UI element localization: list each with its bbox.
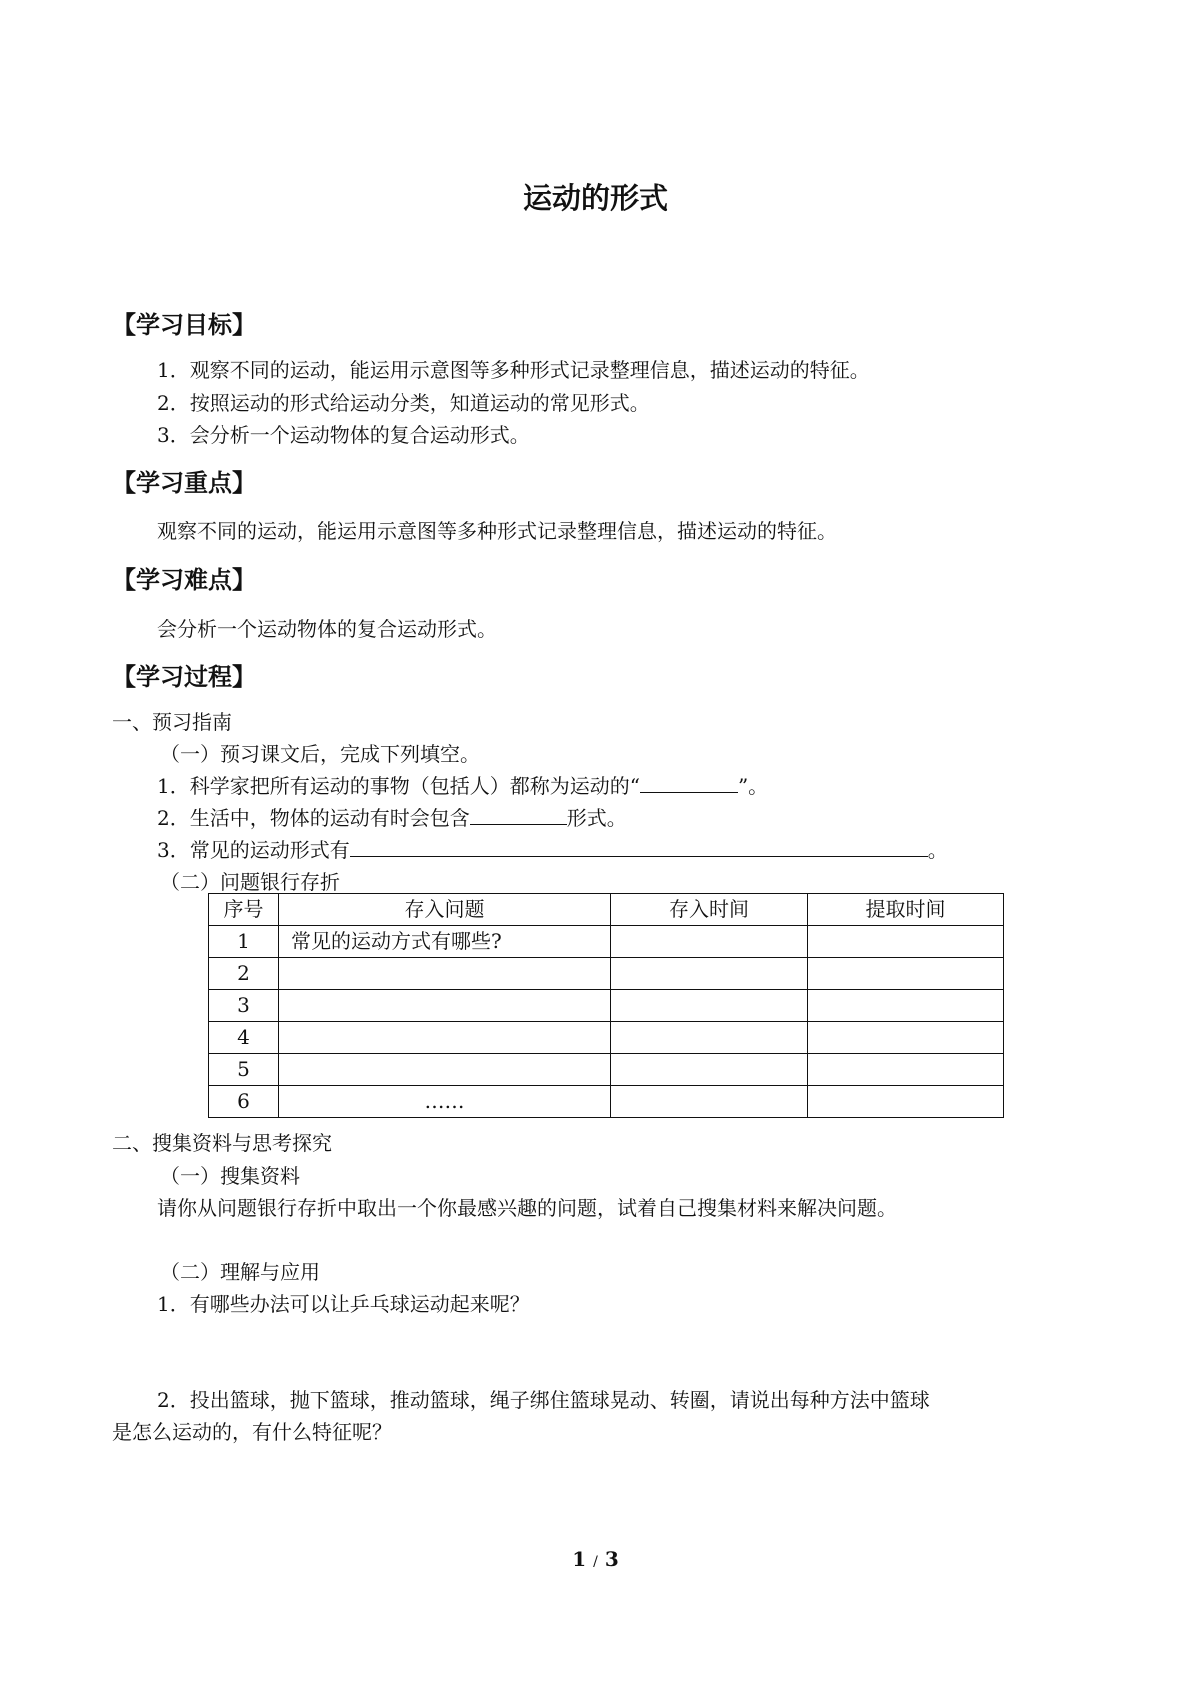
row-deposit-time[interactable] [611, 1022, 808, 1054]
row-question[interactable] [279, 1054, 611, 1086]
part2-question-1: 1．有哪些办法可以让乒乓球运动起来呢？ [157, 1292, 530, 1316]
row-withdraw-time[interactable] [808, 926, 1004, 958]
row-question[interactable] [279, 958, 611, 990]
fill-blank-2[interactable] [470, 806, 567, 825]
row-question[interactable] [279, 990, 611, 1022]
question-bank-table [208, 893, 1004, 1118]
part2-heading: 二、搜集资料与思考探究 [112, 1131, 332, 1155]
row-withdraw-time[interactable] [808, 990, 1004, 1022]
table-row [209, 990, 1004, 1022]
objective-item-1: 1．观察不同的运动，能运用示意图等多种形式记录整理信息，描述运动的特征。 [157, 358, 870, 382]
header-deposit-time: 存入时间 [611, 894, 808, 926]
part2-sub1: （一）搜集资料 [160, 1164, 300, 1188]
fill-question-2-text: 2．生活中，物体的运动有时会包含 [157, 806, 470, 830]
row-question[interactable]: 常见的运动方式有哪些? [279, 926, 611, 958]
fill-question-1 [157, 770, 768, 799]
table-row [209, 1022, 1004, 1054]
row-question[interactable] [279, 1022, 611, 1054]
part2-question-2-line2: 是怎么运动的，有什么特征呢？ [112, 1420, 392, 1444]
page-separator: / [593, 1554, 598, 1570]
header-withdraw-time: 提取时间 [808, 894, 1004, 926]
fill-question-3-text: 3．常见的运动形式有 [157, 838, 350, 862]
process-heading: 【学习过程】 [112, 663, 256, 691]
fill-question-3-end: 。 [927, 838, 948, 862]
row-withdraw-time[interactable] [808, 1086, 1004, 1118]
row-deposit-time[interactable] [611, 1054, 808, 1086]
fill-blank-3[interactable] [350, 838, 928, 857]
row-number: 3 [209, 990, 279, 1022]
fill-question-1-text: 1．科学家把所有运动的事物（包括人）都称为运动的“ [157, 774, 640, 798]
part2-question-2-line1: 2．投出篮球，抛下篮球，推动篮球，绳子绑住篮球晃动、转圈，请说出每种方法中篮球 [157, 1388, 930, 1412]
row-question[interactable]: …… [279, 1086, 611, 1118]
table-row [209, 958, 1004, 990]
objective-item-2: 2．按照运动的形式给运动分类，知道运动的常见形式。 [157, 391, 650, 415]
fill-question-3 [157, 834, 948, 863]
objective-item-3: 3．会分析一个运动物体的复合运动形式。 [157, 423, 530, 447]
page-current: 1 [572, 1547, 587, 1571]
row-number: 2 [209, 958, 279, 990]
page-number [0, 1547, 1191, 1571]
page-title: 运动的形式 [522, 181, 668, 215]
difficulties-heading: 【学习难点】 [112, 566, 256, 594]
header-number: 序号 [209, 894, 279, 926]
fill-question-1-end: ”。 [737, 774, 769, 798]
row-number: 4 [209, 1022, 279, 1054]
fill-question-2-end: 形式。 [566, 806, 627, 830]
part1-sub1: （一）预习课文后，完成下列填空。 [160, 742, 480, 766]
row-deposit-time[interactable] [611, 958, 808, 990]
row-withdraw-time[interactable] [808, 1054, 1004, 1086]
part1-sub2: （二）问题银行存折 [160, 870, 340, 894]
fill-blank-1[interactable] [640, 774, 738, 793]
key-points-text: 观察不同的运动，能运用示意图等多种形式记录整理信息，描述运动的特征。 [157, 519, 837, 543]
table-row [209, 1054, 1004, 1086]
row-number: 1 [209, 926, 279, 958]
row-deposit-time[interactable] [611, 1086, 808, 1118]
page-total: 3 [604, 1547, 619, 1571]
row-withdraw-time[interactable] [808, 1022, 1004, 1054]
difficulties-text: 会分析一个运动物体的复合运动形式。 [157, 617, 497, 641]
fill-question-2 [157, 802, 627, 831]
objectives-heading: 【学习目标】 [112, 311, 256, 339]
row-number: 6 [209, 1086, 279, 1118]
table-row [209, 926, 1004, 958]
header-question: 存入问题 [279, 894, 611, 926]
part2-sub2: （二）理解与应用 [160, 1260, 320, 1284]
row-deposit-time[interactable] [611, 926, 808, 958]
row-number: 5 [209, 1054, 279, 1086]
row-deposit-time[interactable] [611, 990, 808, 1022]
part2-sub1-text: 请你从问题银行存折中取出一个你最感兴趣的问题，试着自己搜集材料来解决问题。 [157, 1196, 897, 1220]
key-points-heading: 【学习重点】 [112, 469, 256, 497]
row-withdraw-time[interactable] [808, 958, 1004, 990]
table-header-row [209, 894, 1004, 926]
table-row [209, 1086, 1004, 1118]
part1-heading: 一、预习指南 [112, 710, 232, 734]
